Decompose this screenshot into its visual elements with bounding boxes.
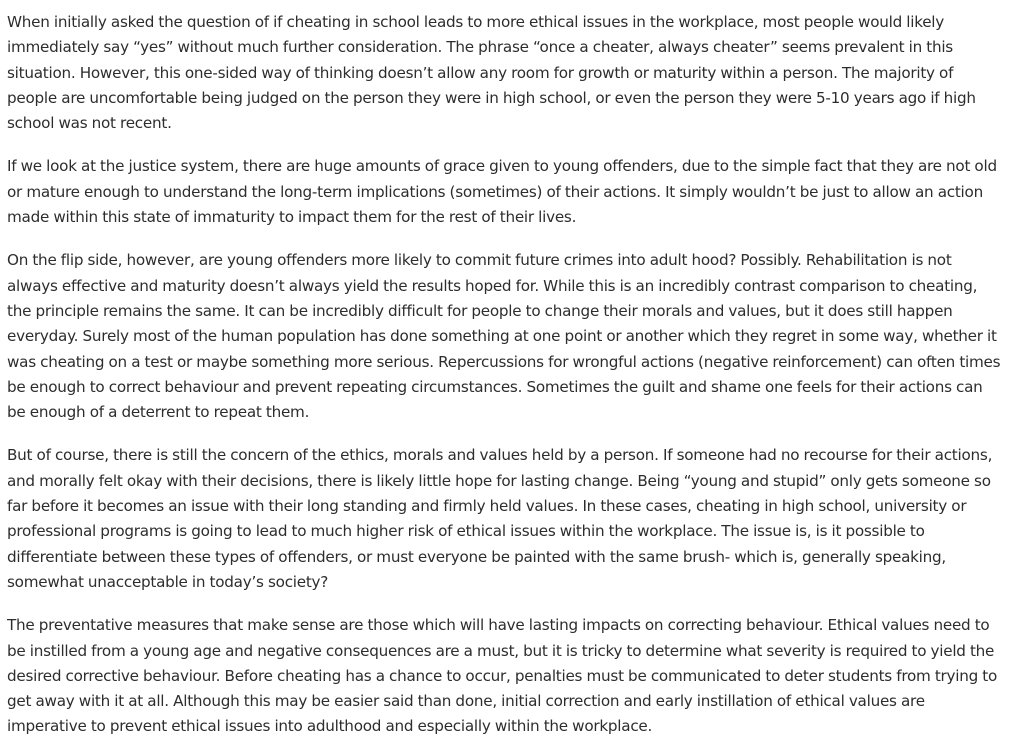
paragraph-intro: When initially asked the question of if cheating in school leads to more ethical issues in the workplace, most people would likely immediately say “yes” without much further consideration. The phrase “once a cheater, always cheater” seems prevalent in this situation. However, this one-sided way of thinking doesn’t allow any room for growth or maturity within a person. The majority of people are uncomfortable being judged on the person they were in high school, or even the person they were 5-10 years ago if high school was not recent. xyxy=(7,13,976,133)
paragraph-ethics-concern: But of course, there is still the concern of the ethics, morals and values held by a person. If someone had no recourse for their actions, and morally felt okay with their decisions, there is likely little hope for lasting change. Being “young and stupid” only gets someone so far before it becomes an issue with their long standing and firmly held values. In these cases, cheating in high school, university or professional programs is going to lead to much higher risk of ethical issues within the workplace. The issue is, is it possible to differentiate between these types of offenders, or must everyone be painted with the same brush- which is, generally speaking, somewhat unacceptable in today’s society? xyxy=(7,446,993,591)
paragraph-justice-system: If we look at the justice system, there are huge amounts of grace given to young offenders, due to the simple fact that they are not old or mature enough to understand the long-term implications (sometimes) of their actions. It simply wouldn’t be just to allow an action made within this state of immaturity to impact them for the rest of their lives. xyxy=(7,157,997,227)
paragraph-flip-side: On the flip side, however, are young offenders more likely to commit future crimes into adult hood? Possibly. Rehabilitation is not always effective and maturity doesn’t always yield the results hoped for. While this is an incredibly contrast comparison to cheating, the principle remains the same. It can be incredibly difficult for people to change their morals and values, but it does still happen everyday. Surely most of the human population has done something at one point or another which they regret in some way, whether it was cheating on a test or maybe something more serious. Repercussions for wrongful actions (negative reinforcement) can often times be enough to correct behaviour and prevent repeating circumstances. Sometimes the guilt and shame one feels for their actions can be enough of a deterrent to repeat them. xyxy=(7,251,1001,422)
paragraph-preventative-measures: The preventative measures that make sense are those which will have lasting impacts on correcting behaviour. Ethical values need to be instilled from a young age and negative consequences are a must, but it is tricky to determine what severity is required to yield the desired corrective behaviour. Before cheating has a chance to occur, penalties must be communicated to deter students from trying to get away with it at all. Although this may be easier said than done, initial correction and early instillation of ethical values are imperative to prevent ethical issues into adulthood and especially within the workplace. xyxy=(7,616,998,736)
